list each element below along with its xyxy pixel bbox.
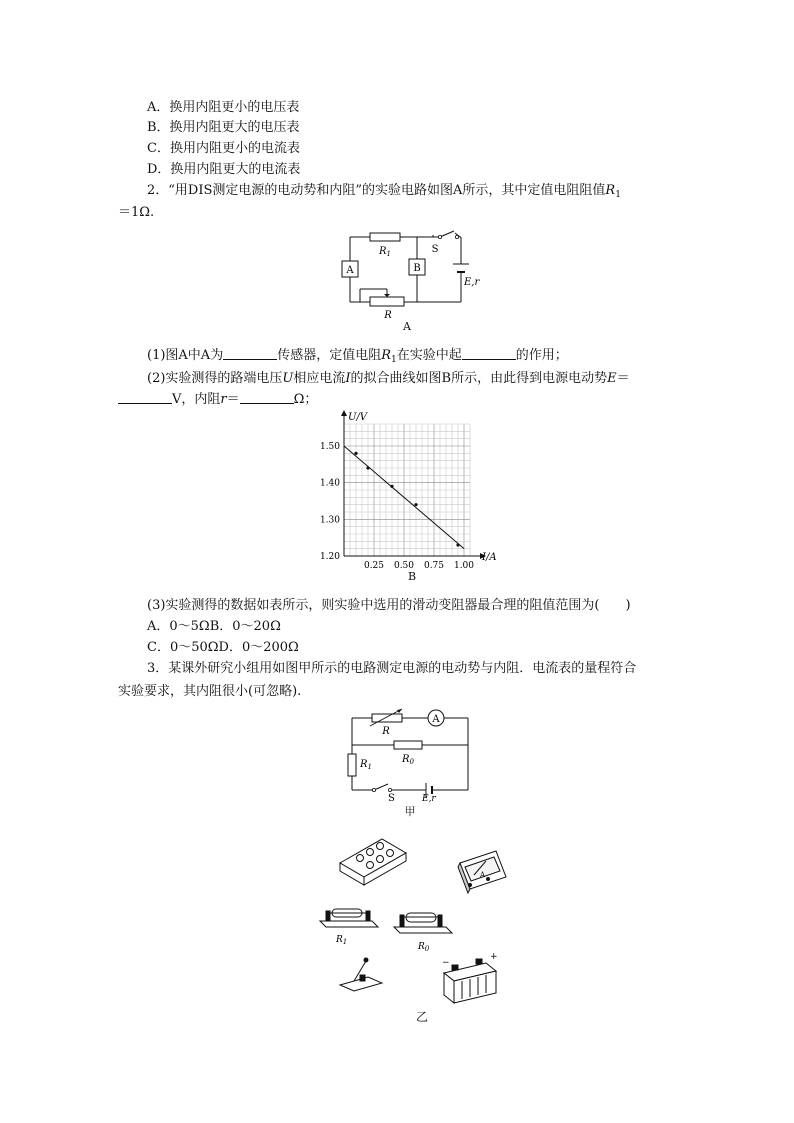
circuit-diagram-a — [330, 224, 490, 320]
y-axis-arrow — [341, 410, 347, 416]
q2-sub1: (1)图A中A为 传感器，定值电阻$R_1$在实验中起 的作用； — [147, 348, 568, 365]
chart-x-axis-label: I/A — [482, 552, 497, 563]
q2-stem-line1: 2．“用DIS测定电源的电动势和内阻”的实验电路如图A所示，其中定值电阻阻值$R_1$ — [147, 183, 621, 200]
label-r-jia: R — [382, 726, 390, 737]
battery-device — [444, 959, 496, 1003]
data-point — [456, 543, 459, 546]
switch-s — [440, 231, 454, 237]
caption-figure-a: A — [403, 320, 411, 333]
apparatus-figure-yi — [310, 825, 510, 1005]
data-point — [366, 466, 369, 469]
x-tick-label: 0.25 — [363, 561, 385, 570]
circuit-diagram-jia — [340, 706, 480, 802]
knife-switch — [340, 958, 382, 991]
q2-sub2-line2: V，内阻r＝ Ω； — [118, 391, 317, 409]
y-tick-label: 1.20 — [319, 552, 340, 562]
label-apparatus-r0: $R_0$ — [418, 942, 430, 953]
answer-blank[interactable] — [118, 391, 172, 404]
label-sensor-a: A — [346, 265, 354, 276]
x-tick-label: 1.00 — [453, 561, 475, 570]
resistor-r1 — [370, 233, 400, 241]
y-tick-label: 1.40 — [319, 478, 340, 489]
resistor-r0-jia — [394, 741, 422, 749]
q3-stem-line2: 实验要求，其内阻很小(可忽略). — [118, 684, 302, 699]
switch-s-jia — [374, 784, 388, 790]
q3-stem-line1: 3．某课外研究小组用如图甲所示的电路测定电源的电动势与内阻．电流表的量程符合 — [147, 661, 637, 676]
data-point — [414, 503, 417, 506]
chart-points — [354, 452, 459, 547]
rheostat-r — [370, 297, 404, 306]
chart-figure-b — [300, 410, 510, 570]
x-tick-label: 0.75 — [423, 561, 445, 570]
q1-option-c: C．换用内阻更小的电流表 — [147, 141, 300, 156]
label-switch-s: S — [431, 244, 439, 255]
resistor-r1-jia — [348, 754, 356, 776]
data-point — [390, 485, 393, 488]
q1-option-b: B．换用内阻更大的电压表 — [147, 120, 300, 135]
caption-figure-jia: 甲 — [404, 805, 416, 818]
resistor-device-r0 — [394, 913, 452, 933]
x-tick-label: 0.50 — [393, 561, 415, 570]
label-ammeter: A — [432, 714, 440, 725]
rheostat-r-jia — [372, 714, 402, 722]
answer-blank[interactable] — [462, 347, 516, 360]
q2-sub3: (3)实验测得的数据如表所示，则实验中选用的滑动变阻器最合理的阻值范围为( ) — [147, 598, 631, 613]
caption-figure-b: B — [407, 570, 417, 583]
data-point — [354, 452, 357, 455]
caption-figure-yi: 乙 — [415, 1010, 428, 1024]
label-battery-plus: + — [490, 952, 498, 962]
label-rheostat: R — [384, 310, 392, 320]
q1-option-d: D．换用内阻更大的电流表 — [147, 162, 301, 177]
label-sensor-b: B — [413, 263, 421, 274]
y-tick-label: 1.30 — [319, 515, 340, 526]
answer-blank[interactable] — [240, 391, 294, 404]
label-switch-jia: S — [388, 793, 395, 802]
chart-y-axis-label: U/V — [348, 412, 368, 423]
q2-sub3-options-ab: A．0～5ΩB．0～20Ω — [147, 619, 281, 634]
rheostat-device-r1 — [320, 909, 378, 927]
label-r1: $R_1$ — [379, 246, 391, 258]
q2-sub3-options-cd: C．0～50ΩD．0～200Ω — [147, 640, 299, 655]
label-battery-jia: E,r — [422, 794, 436, 802]
chart-ticks — [320, 442, 474, 570]
q2-stem-line2: ＝1Ω. — [118, 205, 155, 220]
label-apparatus-r1: $R_1$ — [336, 935, 348, 946]
q2-sub2-line1: (2)实验测得的路端电压U相应电流I的拟合曲线如图B所示，由此得到电源电动势E＝ — [147, 371, 630, 386]
y-tick-label: 1.50 — [319, 442, 340, 452]
label-meter-symbol: A — [480, 871, 486, 879]
answer-blank[interactable] — [223, 347, 277, 360]
label-battery-minus: − — [442, 958, 450, 968]
chart-grid — [344, 424, 470, 556]
label-r0-jia: $R_0$ — [402, 754, 414, 766]
q1-option-a: A．换用内阻更小的电压表 — [147, 100, 300, 115]
label-battery: E,r — [464, 277, 480, 288]
resistance-box — [340, 839, 406, 885]
label-r1-jia: $R_1$ — [360, 759, 372, 771]
